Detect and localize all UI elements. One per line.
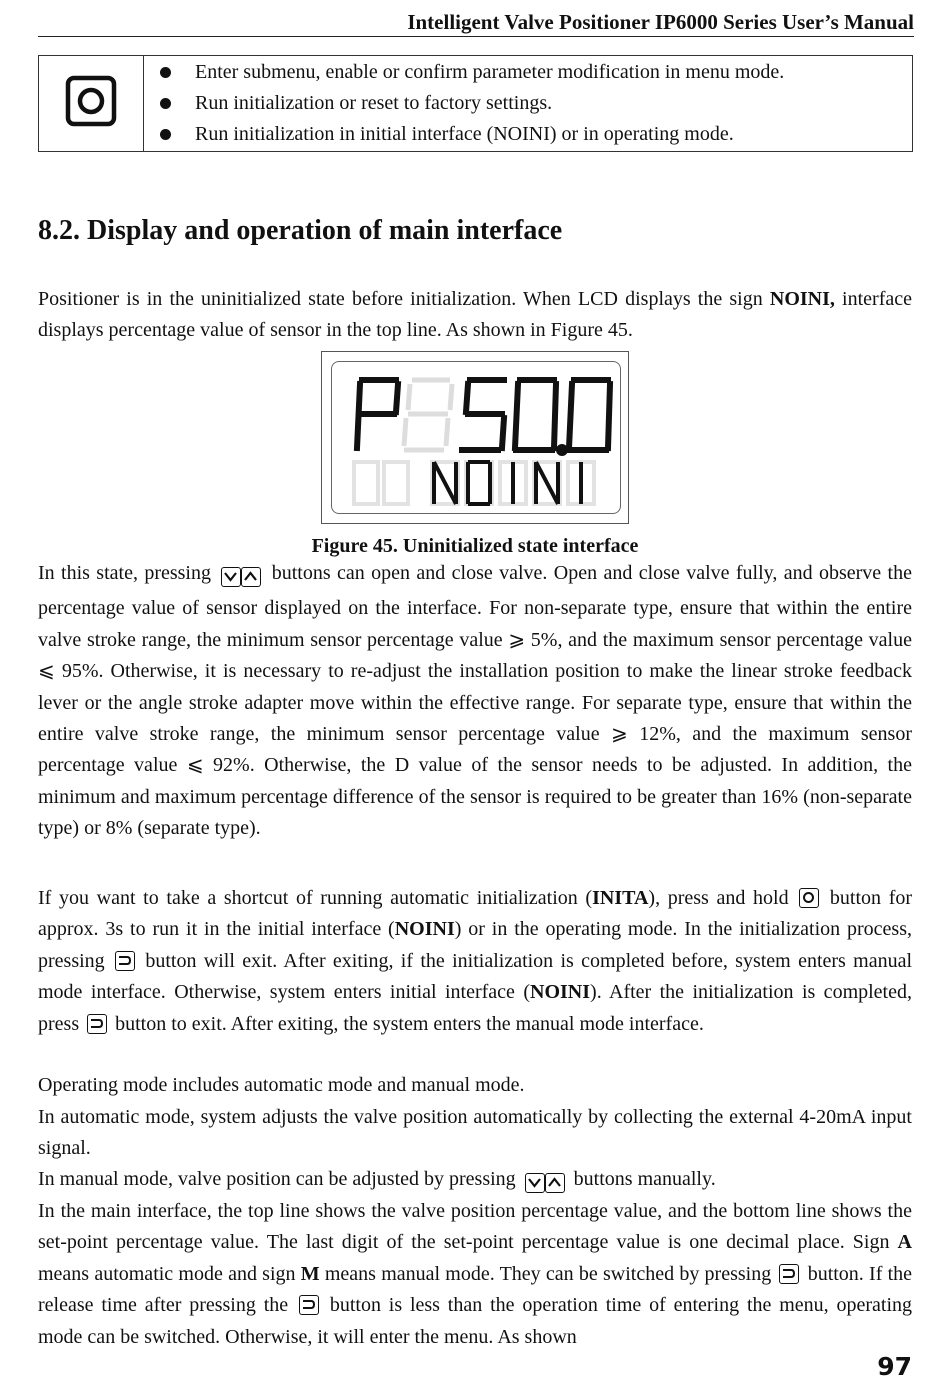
key-functions-cell (144, 56, 913, 152)
key-description-table (38, 55, 913, 152)
section-title: 8.2. Display and operation of main interface (38, 215, 563, 246)
figure-caption: Figure 45. Uninitialized state interface (311, 535, 639, 557)
back-key-icon (779, 1264, 799, 1284)
lcd-display (332, 362, 620, 513)
paragraph-open-close: In this state, pressing buttons can open and close valve. Open and close valve fully, and observe the percentage value of sensor displayed on the interface. For non-separate type, ensure that within the entire valve stroke range, the minimum sensor percentage value ⩾ 5%, and the maximum sensor percentage value ⩽ 95%. Otherwise, it is necessary to re-adjust the installation position to make the linear stroke feedback lever or the angle stroke adapter move within the effective range. For separate type, ensure that within the entire valve stroke range, the minimum sensor percentage value ⩾ 12%, and the maximum sensor percentage value ⩽ 92%. Otherwise, the D value of the sensor needs to be adjusted. In addition, the minimum and maximum percentage difference of the sensor is required to be greater than 16% (non-separate type) or 8% (separate type). (38, 562, 912, 840)
enter-key-icon (799, 888, 819, 908)
paragraph-operating-mode: Operating mode includes automatic mode and manual mode. (38, 1074, 525, 1096)
bullet-icon (160, 98, 171, 109)
down-key-icon (221, 567, 241, 587)
down-key-icon (525, 1173, 545, 1193)
enter-key-icon (65, 75, 117, 127)
page-number: 97 (877, 1352, 912, 1381)
manual-title: Intelligent Valve Positioner IP6000 Series User’s Manual (407, 10, 914, 34)
lcd-figure (321, 351, 629, 524)
up-key-icon (545, 1173, 565, 1193)
paragraph-manual-mode: In manual mode, valve position can be adjusted by pressing buttons manually. (38, 1164, 912, 1199)
bullet-icon (160, 129, 171, 140)
back-key-icon (115, 951, 135, 971)
page-header (38, 8, 914, 37)
key-cell (39, 56, 144, 152)
lcd-screen (331, 361, 621, 514)
list-item: Enter submenu, enable or confirm parameter modification in menu mode. (157, 57, 911, 88)
back-key-icon (87, 1014, 107, 1034)
intro-paragraph: Positioner is in the uninitialized state before initialization. When LCD displays the sign NOINI, interface displays percentage value of sensor in the top line. As shown in Figure 45. (38, 288, 912, 342)
lcd-top-line (357, 380, 610, 453)
lcd-bottom-line (434, 462, 581, 504)
bullet-icon (160, 67, 171, 78)
paragraph-initialization: If you want to take a shortcut of running automatic initialization (INITA), press and hold button for approx. 3s to run it in the initial interface (NOINI) or in the operating mode. In the initialization process, pressing button will exit. After exiting, if the initialization is completed before, system enters manual mode interface. Otherwise, system enters initial interface (NOINI). After the initialization is completed, press button to exit. After exiting, the system enters the manual mode interface. (38, 887, 913, 1035)
list-item: Run initialization or reset to factory settings. (157, 88, 911, 119)
back-key-icon (299, 1295, 319, 1315)
list-item: Run initialization in initial interface (NOINI) or in operating mode. (157, 119, 911, 150)
down-up-buttons (525, 1168, 565, 1199)
paragraph-main-interface: In the main interface, the top line shows the valve position percentage value, and the bottom line shows the set-point percentage value. The last digit of the set-point percentage value is one decimal place. Sign A means automatic mode and sign M means manual mode. They can be switched by pressing button. If the release time after pressing the button is less than the operation time of entering the menu, operating mode can be switched. Otherwise, it will enter the menu. As shown (38, 1200, 913, 1348)
down-up-buttons (221, 562, 261, 593)
up-key-icon (241, 567, 261, 587)
paragraph-automatic-mode: In automatic mode, system adjusts the valve position automatically by collecting the external 4-20mA input signal. (38, 1106, 912, 1160)
